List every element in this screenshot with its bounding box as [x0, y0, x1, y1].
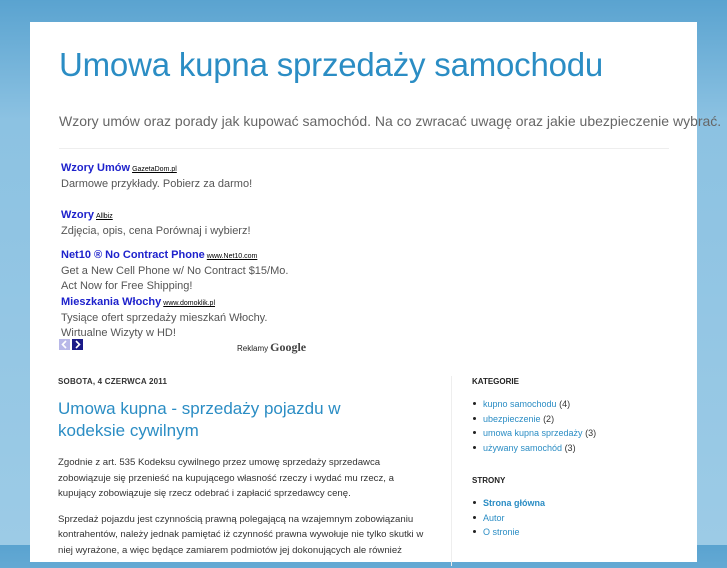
- category-count: (3): [564, 442, 576, 453]
- column-divider: [451, 376, 452, 566]
- ad-title[interactable]: Net10 ® No Contract Phone: [61, 249, 205, 261]
- ad-item[interactable]: [61, 205, 321, 239]
- blog-title[interactable]: Umowa kupna sprzedaży samochodu: [59, 46, 604, 83]
- ad-next-button[interactable]: [72, 339, 83, 350]
- category-item: [472, 397, 596, 412]
- category-item: [472, 441, 596, 456]
- post-paragraph: Zgodnie z art. 535 Kodeksu cywilnego przez umowę sprzedaży sprzedawca zobowiązuje się przenieść na kupującego własność rzeczy i wydać mu rzecz, a kupujący zobowiązuje się rzecz odebrać i zapłacić sprzedawcy cenę.: [58, 457, 394, 499]
- ad-text: Darmowe przykłady. Pobierz za darmo!: [61, 178, 253, 190]
- category-count: (2): [543, 413, 555, 424]
- google-logo: Google: [270, 340, 307, 354]
- page-item: [472, 525, 545, 540]
- page-link-author[interactable]: Autor: [483, 512, 505, 523]
- post-title[interactable]: Umowa kupna - sprzedaży pojazdu w kodeksie cywilnym: [58, 399, 341, 440]
- page-item: [472, 511, 545, 526]
- post-body: [58, 455, 430, 568]
- category-item: [472, 412, 596, 427]
- pages-widget: [472, 476, 545, 540]
- post-paragraph: Sprzedaż pojazdu jest czynnością prawną polegającą na wzajemnym zobowiązaniu kontrahentów, należy jednak pamiętać iż czynność prawna wywołuje nie tylko skutki w niej wyrażone, a więc będące zamiarem podmiotów jej dokonujących ale również: [58, 513, 424, 556]
- ad-item[interactable]: [61, 292, 321, 341]
- ad-domain[interactable]: GazetaDom.pl: [132, 166, 177, 173]
- ad-navigation: [59, 339, 85, 357]
- chevron-left-icon: [59, 339, 70, 350]
- ad-text: Zdjęcia, opis, cena Porównaj i wybierz!: [61, 225, 251, 237]
- ad-prev-button[interactable]: [59, 339, 70, 350]
- ad-item[interactable]: [61, 158, 321, 192]
- category-count: (4): [559, 399, 571, 409]
- blog-page: [30, 22, 722, 562]
- page-link-about[interactable]: O stronie: [483, 527, 520, 537]
- chevron-right-icon: [72, 339, 83, 350]
- ad-domain[interactable]: www.domoklik.pl: [163, 300, 216, 307]
- header-divider: [59, 148, 669, 149]
- ad-text: Get a New Cell Phone w/ No Contract $15/Mo. Act Now for Free Shipping!: [61, 265, 289, 292]
- pages-list: [472, 496, 545, 540]
- blog-description: Wzory umów oraz porady jak kupować samochód. Na co zwracać uwagę oraz jakie ubezpieczenie wybrać.: [59, 113, 722, 129]
- categories-list: [472, 397, 596, 455]
- ad-title[interactable]: Wzory Umów: [61, 162, 131, 174]
- ads-by-label: Reklamy: [237, 344, 269, 353]
- category-item: [472, 426, 596, 441]
- ad-domain[interactable]: www.Net10.com: [206, 253, 258, 260]
- ad-item[interactable]: [61, 245, 321, 294]
- ads-by-google[interactable]: [237, 340, 306, 355]
- page-item: [472, 496, 545, 511]
- category-link[interactable]: używany samochód: [483, 442, 563, 453]
- categories-title: KATEGORIE: [472, 377, 519, 386]
- page-link-home[interactable]: Strona główna: [483, 498, 546, 508]
- ad-text: Tysiące ofert sprzedaży mieszkań Włochy. Wirtualne Wizyty w HD!: [61, 312, 268, 339]
- category-link[interactable]: kupno samochodu: [483, 399, 557, 409]
- ad-title[interactable]: Wzory: [61, 209, 94, 221]
- category-link[interactable]: ubezpieczenie: [483, 413, 541, 424]
- categories-widget: [472, 377, 596, 455]
- ad-domain[interactable]: Allbiz: [96, 213, 113, 220]
- post-date: SOBOTA, 4 CZERWCA 2011: [58, 377, 168, 386]
- category-link[interactable]: umowa kupna sprzedaży: [483, 428, 583, 438]
- category-count: (3): [585, 428, 597, 438]
- pages-title: STRONY: [472, 476, 506, 485]
- ad-title[interactable]: Mieszkania Włochy: [61, 296, 162, 308]
